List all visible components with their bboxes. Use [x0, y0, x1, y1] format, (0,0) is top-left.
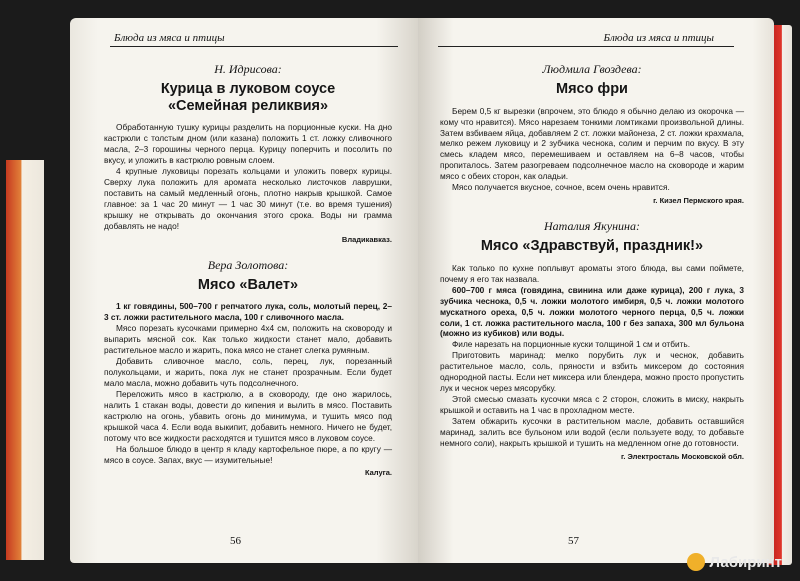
recipe-title: Мясо «Здравствуй, праздник!» [480, 238, 704, 255]
recipe [440, 219, 744, 461]
running-head: Блюда из мяса и птицы [114, 32, 225, 44]
recipe-paragraph: Этой смесью смазать кусочки мяса с 2 сторон, сложить в миску, накрыть крышкой и оставить на 1 час в прохладном месте. [440, 394, 744, 416]
recipe-author: Наталия Якунина: [543, 219, 641, 234]
recipe-city: г. Кизел Пермского края. [653, 196, 744, 206]
header-rule [110, 46, 398, 47]
recipe-ingredients: 600–700 г мяса (говядина, свинина или даже курица), 200 г лука, 3 зубчика чеснока, 0,5 ч. ложки молотого имбиря, 0,5 ч. ложки молотого мускатного ореха, 0,5 ч. ложки молотого черного перца, 0,5 ч. ложки соли, 1 ст. ложка растительного масла, 100 г без запаха, 300 мл бульона (можно из кубиков) или воды. [440, 284, 744, 339]
recipe-city: г. Электросталь Московской обл. [620, 451, 744, 461]
recipe-paragraph: Мясо порезать кусочками примерно 4х4 см, положить на сковороду и выпарить мясной сок. Как только жидкости станет мало, добавить растительное масло и жарить, пока мясо не станет слегка румяным. [104, 323, 392, 356]
recipe-paragraph: 4 крупные луковицы порезать кольцами и уложить поверх курицы. Сверху лука положить для аромата несколько листочков лаврушки, поставить на самый медленный огонь, плотно накрыв крышкой. Самое главное: за 1 час 20 минут — 1 час 30 минут (т.е. во время тушения) крышку не открывать до окончания этого срока. Воды ни грамма добавлять не надо! [104, 166, 392, 231]
recipe-paragraph: Мясо получается вкусное, сочное, всем очень нравится. [452, 182, 670, 193]
recipe-paragraph: Приготовить маринад: мелко порубить лук и чеснок, добавить растительное масло, соль, пряности и взбить миксером до состояния однородной пасты. Если нет миксера или блендера, можно просто пропустить лук и чеснок через мясорубку. [440, 350, 744, 394]
recipe [440, 62, 744, 205]
recipe-paragraph: Обработанную тушку курицы разделить на порционные куски. На дно кастрюли с толстым дном (или казана) положить 1 ст. ложку сливочного масла, 2–3 горошины черного перца. Курицу поперчить и посолить по вкусу, и уложить в кастрюлю ровным слоем. [104, 122, 392, 166]
recipe [104, 258, 392, 478]
recipe-title-line: Курица в луковом соусе [160, 81, 336, 97]
recipe-paragraph: Филе нарезать на порционные куски толщиной 1 см и отбить. [452, 339, 691, 350]
book-cover-edge [6, 160, 44, 560]
labirint-logo-icon [687, 553, 705, 571]
page-number: 57 [568, 535, 579, 547]
recipe-title [104, 81, 392, 114]
recipe-paragraph: Добавить сливочное масло, соль, перец, лук, порезанный полукольцами, и жарить, пока лук не станет прозрачным. Если будет мало масла, можно добавить чуть подсолнечного. [104, 356, 392, 388]
recipe-ingredients: 1 кг говядины, 500–700 г репчатого лука, соль, молотый перец, 2–3 ст. ложки растительного масла, 100 г сливочного масла. [104, 301, 392, 323]
recipe-paragraph: Переложить мясо в кастрюлю, а в сковороду, где оно жарилось, налить 1 стакан воды, довести до кипения и вылить в мясо. Поставить кастрюлю на огонь, убавить огонь до минимума, и тушить мясо под крышкой часа 4. Если вода выкипит, добавить немного. Ничего не будет, потому что все жидкости расходятся и тушится мясо в луковом соусе. [104, 388, 392, 443]
recipe-title: Мясо фри [556, 81, 628, 97]
recipe [104, 62, 392, 244]
recipe-paragraph: На большое блюдо в центр я кладу картофельное пюре, а по кругу — мясо в соусе. Запах, вкус — изумительные! [104, 443, 392, 465]
recipe-paragraph: Берем 0,5 кг вырезки (впрочем, это блюдо я обычно делаю из окорочка — кому что нравится). Мясо нарезаем тонкими ломтиками произвольной длины. Затем взбиваем яйца, добавляем 2 ст. ложки майонеза, 2 ст. ложки крахмала, мелко режем луковицу и 2 зубчика чеснока, солим и перчим по вкусу. В эту смесь кладем мясо, перемешиваем и оставляем на 6–8 часов, чтобы пропиталось. Затем разогреваем подсолнечное масло на сковороде и жарим мясо с обеих сторон, как оладьи. [440, 105, 744, 182]
header-rule [438, 46, 734, 47]
recipe-author: Вера Золотова: [207, 257, 289, 272]
recipe-city: Калуга. [364, 468, 392, 478]
left-page [70, 18, 418, 563]
recipe-intro: Как только по кухне поплывут ароматы этого блюда, вы сами поймете, почему я его так назвала. [440, 262, 744, 284]
recipe-title: Мясо «Валет» [197, 276, 299, 293]
right-page [418, 18, 774, 563]
watermark [687, 553, 782, 571]
recipe-author: Н. Идрисова: [214, 62, 282, 76]
recipe-paragraph: Затем обжарить кусочки в растительном масле, добавить оставшийся маринад, залить все бульоном или водой (если пользуете воду, то добавьте немного соли), накрыть крышкой и тушить на медленном огне до готовности. [440, 415, 744, 448]
recipe-city: Владикавказ. [341, 234, 392, 244]
page-number: 56 [230, 535, 241, 547]
recipe-author: Людмила Гвоздева: [542, 62, 642, 76]
running-head: Блюда из мяса и птицы [603, 32, 714, 44]
recipe-title-line: «Семейная реликвия» [167, 97, 329, 114]
watermark-text: Лабиринт [709, 553, 782, 571]
